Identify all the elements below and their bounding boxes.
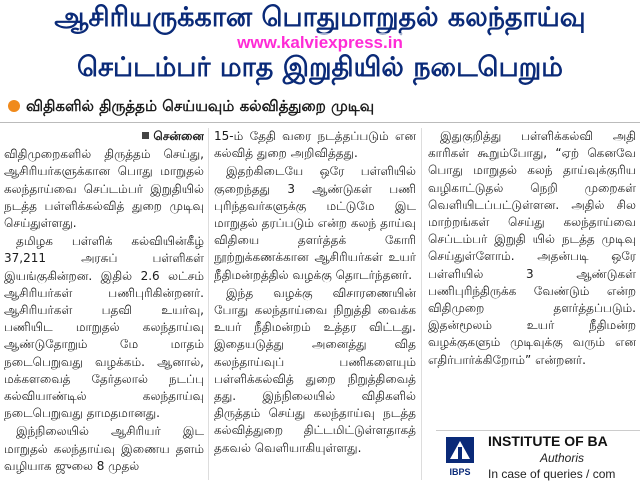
ad-title: INSTITUTE OF BA xyxy=(488,433,608,449)
ibps-logo-icon xyxy=(440,435,480,479)
paragraph: இந்நிலையில் ஆசிரியர் இட மாறுதல் கலந்தாய்வு இணைய தளம் வழியாக ஜுலை 8 முதல் xyxy=(4,424,204,473)
article-column-2 xyxy=(214,128,416,480)
column-divider xyxy=(421,128,422,480)
dateline xyxy=(4,128,204,145)
headline-line-2: செப்டம்பர் மாத இறுதியில் நடைபெறும் xyxy=(77,52,563,83)
paragraph: இதுகுறித்து பள்ளிக்கல்வி அதி காரிகள் கூறும்போது, “ஏற் கெனவே பொது மாறுதல் கலந் தாய்வுக்குரிய வழிகாட்டுதல் நெறி முறைகள் வெளியிடப்பட்டுள்ளன. அதில் சில மாற்றங்கள் செய்து கலந்தாய்வை செப்டம்பர் இறுதி யில் நடத்த முடிவு செய்துள்ளோம். அதன்படி ஒரே பள்ளியில் 3 ஆண்டுகள் பணிபுரிந்திருக்க வேண்டும் என்ற விதிமுறை தளர்த்தப்படும். இதன்மூலம் உயர் நீதிமன்ற வழக்குகளும் முடிவுக்கு வரும் என எதிர்பார்க்கிறோம்” என்றனர். xyxy=(428,129,636,367)
paragraph: 15-ம் தேதி வரை நடத்தப்படும் என கல்வித் துறை அறிவித்தது. xyxy=(214,129,416,161)
subheading xyxy=(8,97,632,119)
headline-line-1: ஆசிரியருக்கான பொதுமாறுதல் கலந்தாய்வு xyxy=(54,2,586,33)
dateline-text: சென்னை xyxy=(153,129,204,143)
ibps-logo-text: IBPS xyxy=(449,467,471,477)
watermark-url[interactable] xyxy=(0,33,640,53)
ad-line-3: In case of queries / com xyxy=(488,467,616,481)
paragraph: விதிமுறைகளில் திருத்தம் செய்து, ஆசிரியர்களுக்கான பொது மாறுதல் கலந்தாய்வை செப்டம்பர் இறுதியில் நடத்த பள்ளிக்கல்வித் துறை முடிவு செய்துள்ளது. xyxy=(4,147,204,231)
paragraph: தமிழக பள்ளிக் கல்வியின்கீழ் 37,211 அரசுப் பள்ளிகள் இயங்குகின்றன. இதில் 2.6 லட்சம் ஆசிரியர்கள் பணிபுரிகின்றனர். ஆசிரியர்கள் பதவி உயர்வு, பணியிட மாறுதல் கலந்தாய்வு ஆண்டுதோறும் மே மாதம் நடைபெறுவது வழக்கம். ஆனால், மக்களவைத் தேர்தலால் நடப்பு கல்வியாண்டில் கலந்தாய்வு நடைபெறுவது தாமதமானது. xyxy=(4,234,204,421)
watermark-text: www.kalviexpress.in xyxy=(237,33,403,52)
subheading-text: விதிகளில் திருத்தம் செய்யவும் கல்வித்துறை முடிவு xyxy=(26,97,375,115)
article-column-3 xyxy=(428,128,636,428)
header-divider xyxy=(0,122,640,123)
bullet-dot-icon xyxy=(8,100,20,112)
article-column-1 xyxy=(4,128,204,480)
paragraph: இதற்கிடையே ஒரே பள்ளியில் குறைந்தது 3 ஆண்டுகள் பணி புரிந்தவர்களுக்கு மட்டுமே இட மாறுதல் தரப்படும் என்ற கலந் தாய்வு விதியை தளர்த்தக் கோரி நூற்றுக்கணக்கான ஆசிரியர்கள் உயர் நீதிமன்றத்தில் வழக்கு தொடர்ந்தனர். xyxy=(214,164,416,282)
paragraph: இந்த வழக்கு விசாரணையின் போது கலந்தாய்வை நிறுத்தி வைக்க உயர் நீதிமன்றம் உத்தர விட்டது. இதையடுத்து அனைத்து வித கலந்தாய்வுப் பணிகளையும் பள்ளிக்கல்வித் துறை நிறுத்திவைத் தது. இந்நிலையில் விதிகளில் திருத்தம் செய்து கலந்தாய்வு நடத்த கல்வித்துறை திட்டமிட்டுள்ளதாகத் தகவல் வெளியாகியுள்ளது. xyxy=(214,285,416,455)
column-divider xyxy=(208,128,209,480)
dateline-square-icon xyxy=(142,132,149,139)
ad-line-2: Authoris xyxy=(540,451,585,465)
ibps-advertisement[interactable] xyxy=(436,430,640,483)
